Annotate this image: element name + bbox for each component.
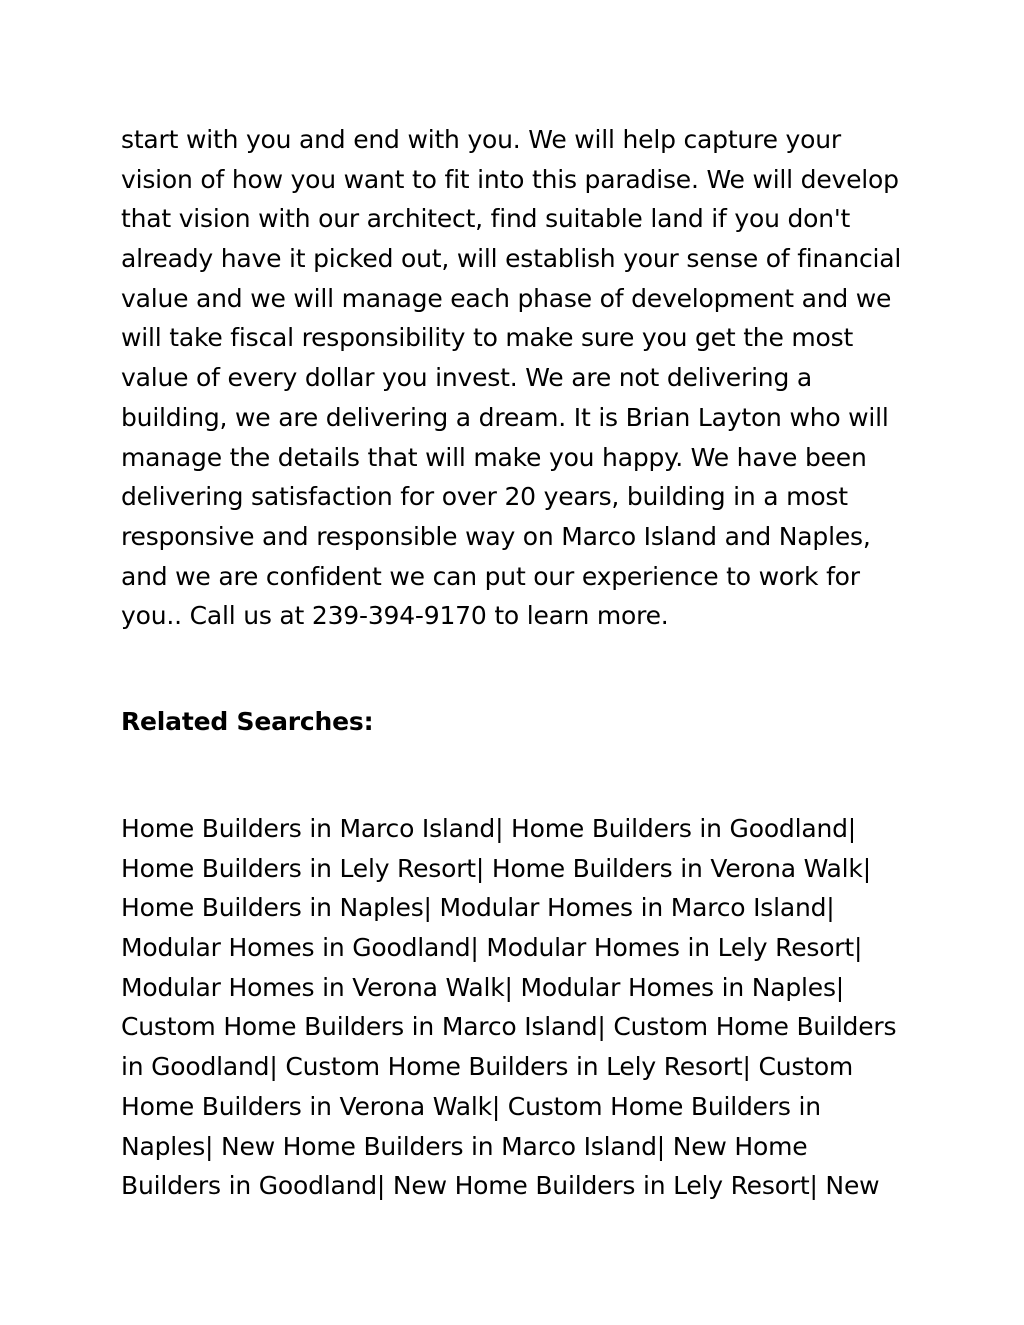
paragraph-line: that vision with our architect, find suitable land if you don't xyxy=(121,204,851,234)
paragraph-line: already have it picked out, will establish your sense of financial xyxy=(121,244,902,274)
paragraph-line: will take fiscal responsibility to make sure you get the most xyxy=(121,323,854,353)
paragraph-line: start with you and end with you. We will help capture your xyxy=(121,125,841,154)
related-search-line[interactable]: Home Builders in Verona Walk| Custom Home Builders in xyxy=(121,1091,821,1121)
paragraph-line: manage the details that will make you happy. We have been xyxy=(121,442,867,472)
related-search-line[interactable]: Home Builders in Naples| Modular Homes in Marco Island| xyxy=(121,893,835,923)
paragraph-line: vision of how you want to fit into this paradise. We will develop xyxy=(121,164,899,194)
related-search-line[interactable]: Home Builders in Lely Resort| Home Builders in Verona Walk| xyxy=(121,853,871,883)
related-searches-list xyxy=(121,809,896,1206)
related-search-line[interactable]: Modular Homes in Verona Walk| Modular Homes in Naples| xyxy=(121,972,844,1002)
related-search-line[interactable]: Home Builders in Marco Island| Home Builders in Goodland| xyxy=(121,814,856,843)
paragraph-line: responsive and responsible way on Marco Island and Naples, xyxy=(121,521,871,551)
related-search-line[interactable]: in Goodland| Custom Home Builders in Lely Resort| Custom xyxy=(121,1052,854,1082)
related-search-line[interactable]: Custom Home Builders in Marco Island| Custom Home Builders xyxy=(121,1012,897,1042)
paragraph-line: value and we will manage each phase of development and we xyxy=(121,283,892,313)
paragraph-line: value of every dollar you invest. We are not delivering a xyxy=(121,363,812,393)
related-search-line[interactable]: Modular Homes in Goodland| Modular Homes in Lely Resort| xyxy=(121,933,863,963)
related-search-line[interactable]: Naples| New Home Builders in Marco Island| New Home xyxy=(121,1131,808,1161)
paragraph-line: delivering satisfaction for over 20 years, building in a most xyxy=(121,482,848,512)
paragraph-line: building, we are delivering a dream. It is Brian Layton who will xyxy=(121,402,889,432)
document-page xyxy=(121,120,911,1201)
related-searches-heading: Related Searches: xyxy=(121,707,374,736)
related-search-line[interactable]: Builders in Goodland| New Home Builders in Lely Resort| New xyxy=(121,1171,880,1201)
paragraph-line: and we are confident we can put our experience to work for xyxy=(121,561,860,591)
body-paragraph xyxy=(121,120,911,636)
paragraph-line: you.. Call us at 239-394-9170 to learn more. xyxy=(121,601,669,631)
